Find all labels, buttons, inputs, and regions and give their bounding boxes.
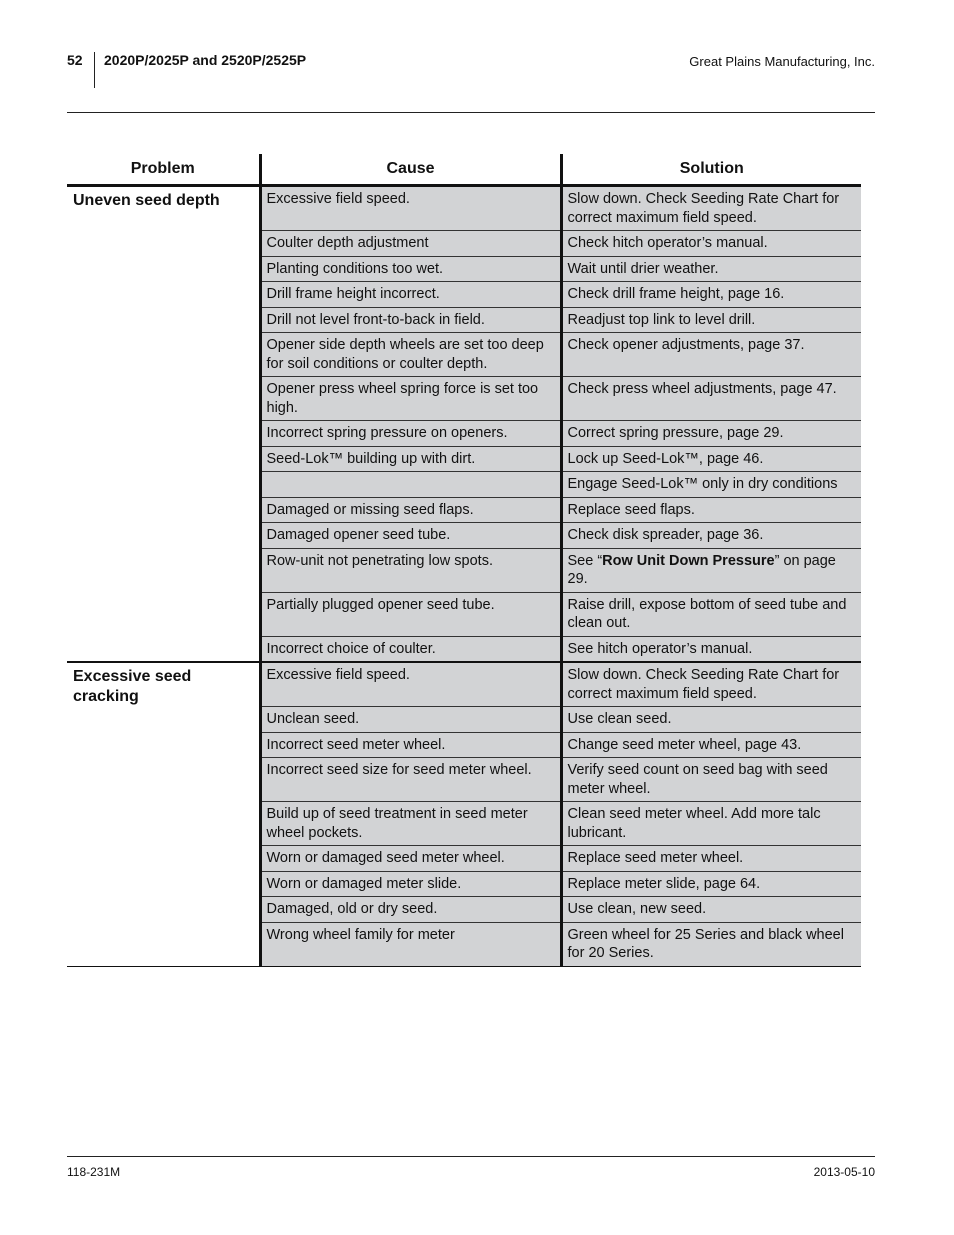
cause-cell: Unclean seed.	[260, 707, 561, 733]
header-rule	[67, 112, 875, 113]
cause-cell: Wrong wheel family for meter	[260, 922, 561, 966]
solution-cell: Green wheel for 25 Series and black wheel for 20 Series.	[561, 922, 861, 966]
solution-cell: Engage Seed-Lok™ only in dry conditions	[561, 472, 861, 498]
solution-cell: Correct spring pressure, page 29.	[561, 421, 861, 447]
footer-rule	[67, 1156, 875, 1157]
solution-reference: Row Unit Down Pressure	[602, 552, 775, 569]
header-divider	[94, 52, 95, 88]
document-number: 118-231M	[67, 1165, 121, 1179]
solution-text: ” on page 29.	[567, 552, 836, 587]
cause-cell: Planting conditions too wet.	[260, 256, 561, 282]
solution-cell: Raise drill, expose bottom of seed tube and clean out.	[561, 592, 861, 636]
column-header-problem: Problem	[130, 160, 195, 177]
cause-cell: Excessive field speed.	[260, 662, 561, 707]
cause-cell: Drill not level front-to-back in field.	[260, 307, 561, 333]
cause-cell: Incorrect spring pressure on openers.	[260, 421, 561, 447]
cause-cell: Damaged opener seed tube.	[260, 523, 561, 549]
table-header-row	[67, 154, 861, 186]
page-number: 52	[67, 52, 83, 68]
cause-cell: Incorrect seed size for seed meter wheel.	[260, 758, 561, 802]
cause-cell	[260, 472, 561, 498]
solution-cell: Slow down. Check Seeding Rate Chart for correct maximum field speed.	[561, 662, 861, 707]
table-row	[67, 662, 861, 707]
cause-cell: Opener press wheel spring force is set too high.	[260, 377, 561, 421]
solution-cell: Slow down. Check Seeding Rate Chart for correct maximum field speed.	[561, 186, 861, 231]
cause-cell: Drill frame height incorrect.	[260, 282, 561, 308]
solution-cell: Replace seed meter wheel.	[561, 846, 861, 872]
problem-cell: Excessive seed cracking	[67, 662, 260, 966]
document-title: 2020P/2025P and 2520P/2525P	[104, 52, 307, 68]
solution-cell: Use clean seed.	[561, 707, 861, 733]
cause-cell: Build up of seed treatment in seed meter wheel pockets.	[260, 802, 561, 846]
cause-cell: Damaged or missing seed flaps.	[260, 497, 561, 523]
cause-cell: Opener side depth wheels are set too deep for soil conditions or coulter depth.	[260, 333, 561, 377]
company-name: Great Plains Manufacturing, Inc.	[689, 54, 875, 69]
cause-cell: Partially plugged opener seed tube.	[260, 592, 561, 636]
solution-cell: Check hitch operator’s manual.	[561, 231, 861, 257]
cause-cell: Seed-Lok™ building up with dirt.	[260, 446, 561, 472]
troubleshooting-table	[67, 154, 861, 967]
solution-cell: Change seed meter wheel, page 43.	[561, 732, 861, 758]
solution-cell: Use clean, new seed.	[561, 897, 861, 923]
cause-cell: Incorrect choice of coulter.	[260, 636, 561, 662]
cause-cell: Excessive field speed.	[260, 186, 561, 231]
solution-cell: Check drill frame height, page 16.	[561, 282, 861, 308]
problem-cell: Uneven seed depth	[67, 186, 260, 663]
column-header-solution: Solution	[561, 154, 861, 186]
solution-cell: Verify seed count on seed bag with seed meter wheel.	[561, 758, 861, 802]
solution-cell: Replace seed flaps.	[561, 497, 861, 523]
cause-cell: Row-unit not penetrating low spots.	[260, 548, 561, 592]
cause-cell: Coulter depth adjustment	[260, 231, 561, 257]
cause-cell: Damaged, old or dry seed.	[260, 897, 561, 923]
solution-cell: Check disk spreader, page 36.	[561, 523, 861, 549]
column-header-cause: Cause	[260, 154, 561, 186]
solution-cell: See hitch operator’s manual.	[561, 636, 861, 662]
solution-cell: Clean seed meter wheel. Add more talc lubricant.	[561, 802, 861, 846]
cause-cell: Worn or damaged meter slide.	[260, 871, 561, 897]
table-body	[67, 186, 861, 967]
solution-cell: Wait until drier weather.	[561, 256, 861, 282]
solution-cell: Replace meter slide, page 64.	[561, 871, 861, 897]
solution-cell	[561, 548, 861, 592]
cause-cell: Worn or damaged seed meter wheel.	[260, 846, 561, 872]
solution-cell: Readjust top link to level drill.	[561, 307, 861, 333]
cause-cell: Incorrect seed meter wheel.	[260, 732, 561, 758]
revision-date: 2013-05-10	[813, 1165, 875, 1179]
table-row	[67, 186, 861, 231]
solution-cell: Lock up Seed-Lok™, page 46.	[561, 446, 861, 472]
solution-text: See “	[567, 552, 603, 569]
solution-cell: Check press wheel adjustments, page 47.	[561, 377, 861, 421]
solution-cell: Check opener adjustments, page 37.	[561, 333, 861, 377]
